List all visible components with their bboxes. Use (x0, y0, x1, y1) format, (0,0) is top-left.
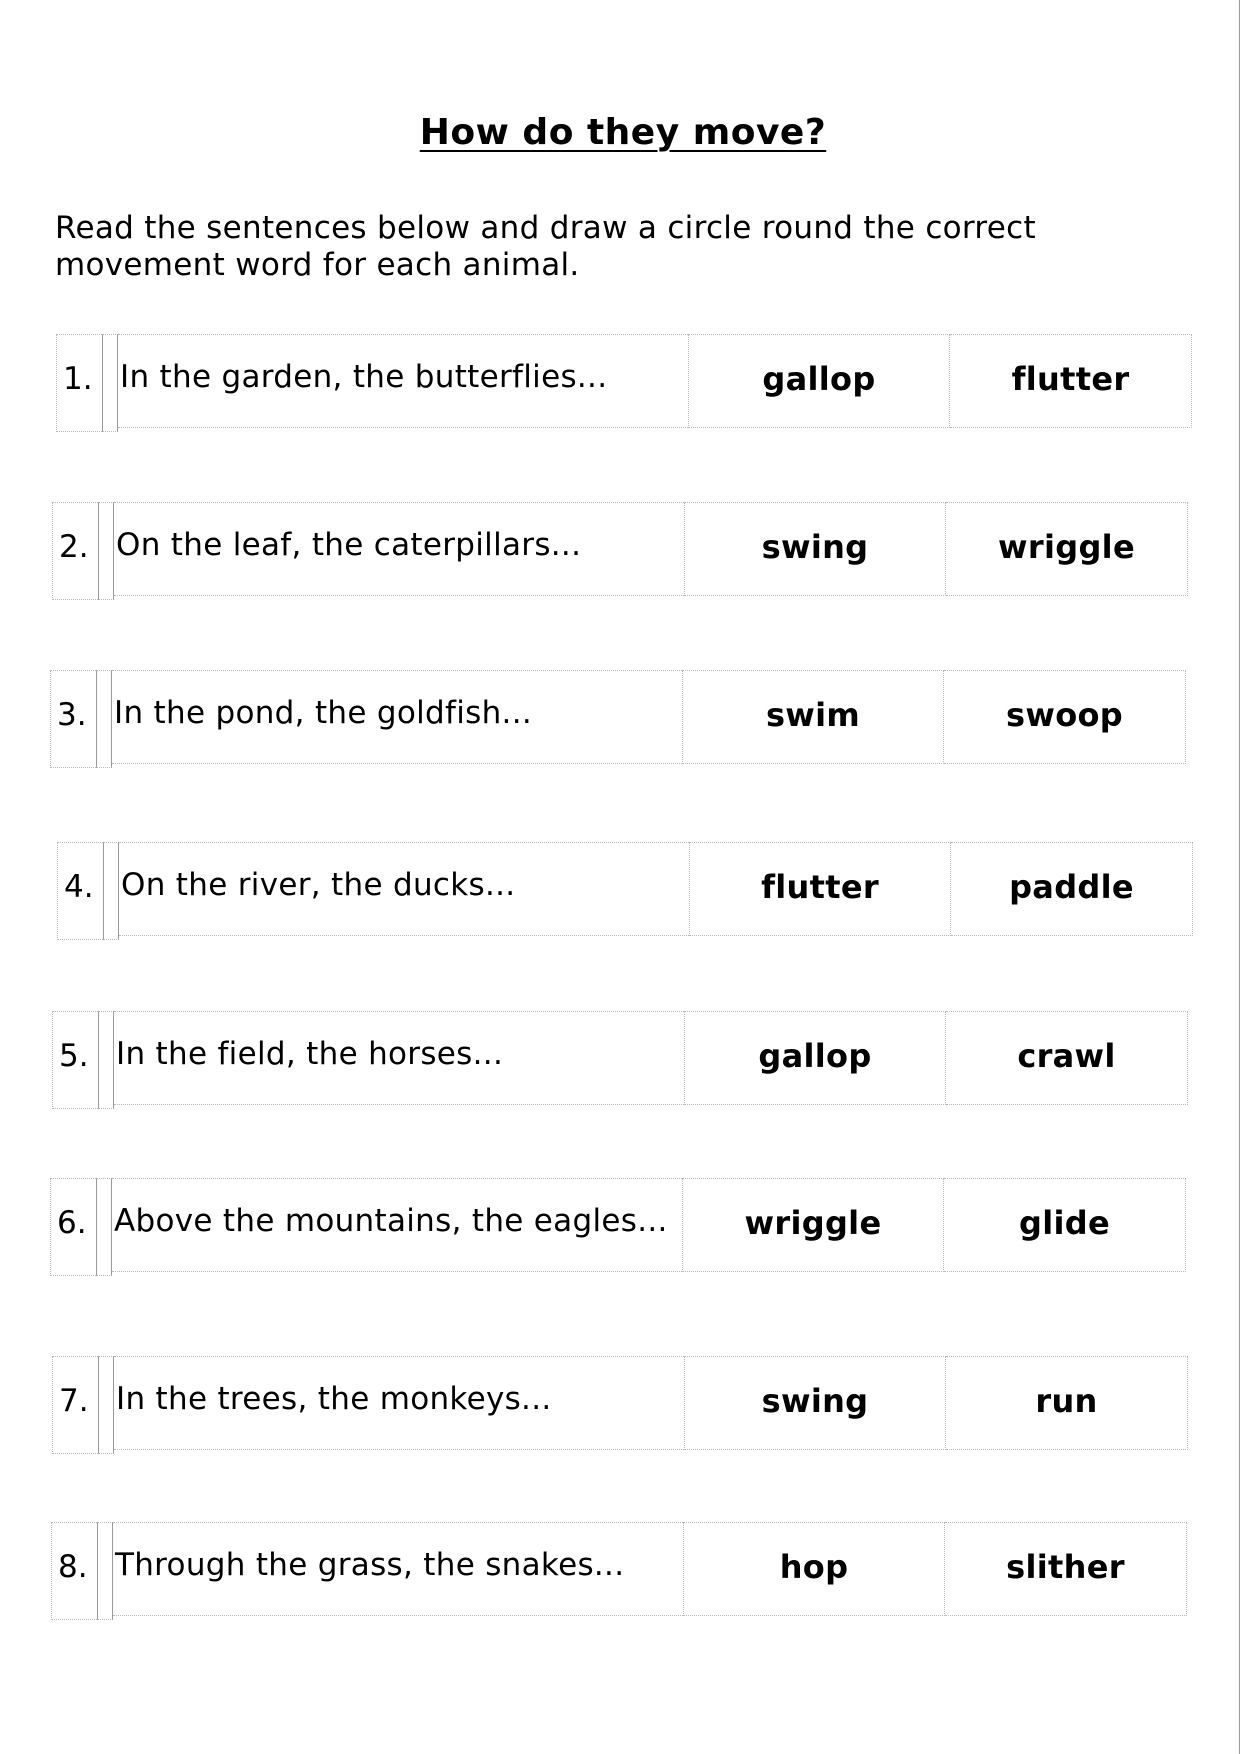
sentence-text: Through the grass, the snakes... (115, 1547, 625, 1583)
sentence-text: In the pond, the goldfish... (114, 695, 532, 731)
word-option-1-label: swing (761, 1382, 869, 1420)
cell-divider (97, 1522, 113, 1620)
word-option-2-label: crawl (1017, 1037, 1116, 1075)
question-number: 4. (64, 869, 94, 905)
word-option-2-label: run (1035, 1382, 1098, 1420)
worksheet-title: How do they move? (419, 112, 827, 153)
word-option-2[interactable] (946, 1011, 1188, 1105)
cell-divider (102, 334, 118, 432)
sentence-cell (112, 670, 682, 764)
word-option-1[interactable] (682, 1178, 944, 1272)
sentence-cell (119, 842, 689, 936)
word-option-2-label: glide (1019, 1204, 1110, 1242)
word-option-1[interactable] (682, 670, 944, 764)
word-option-2[interactable] (945, 1522, 1187, 1616)
sentence-text: Above the mountains, the eagles... (114, 1203, 668, 1239)
sentence-text: In the trees, the monkeys... (116, 1381, 552, 1417)
sentence-text: In the field, the horses... (116, 1036, 504, 1072)
question-number: 7. (59, 1383, 89, 1419)
word-option-1[interactable] (684, 502, 946, 596)
question-number: 1. (63, 361, 93, 397)
sentence-cell (114, 1356, 684, 1450)
sentence-cell (114, 502, 684, 596)
question-number: 6. (57, 1205, 87, 1241)
word-option-1[interactable] (688, 334, 950, 428)
sentence-cell (112, 1178, 682, 1272)
sentence-text: On the leaf, the caterpillars... (116, 527, 582, 563)
cell-divider (98, 1356, 114, 1454)
sentence-text: In the garden, the butterflies... (120, 359, 608, 395)
word-option-1-label: hop (779, 1548, 849, 1586)
word-option-1[interactable] (684, 1011, 946, 1105)
word-option-1-label: flutter (761, 868, 879, 906)
cell-divider (96, 1178, 112, 1276)
word-option-2[interactable] (944, 670, 1186, 764)
cell-divider (98, 1011, 114, 1109)
word-option-2-label: wriggle (998, 528, 1135, 566)
instructions (55, 210, 1055, 284)
sentence-cell (118, 334, 688, 428)
word-option-2[interactable] (950, 334, 1192, 428)
word-option-1-label: gallop (762, 360, 876, 398)
word-option-2[interactable] (946, 502, 1188, 596)
sentence-cell (114, 1011, 684, 1105)
cell-divider (96, 670, 112, 768)
question-number: 8. (58, 1549, 88, 1585)
question-number: 5. (59, 1038, 89, 1074)
word-option-2[interactable] (944, 1178, 1186, 1272)
cell-divider (103, 842, 119, 940)
word-option-2-label: slither (1006, 1548, 1125, 1586)
cell-divider (98, 502, 114, 600)
word-option-2-label: paddle (1009, 868, 1134, 906)
question-number: 3. (57, 697, 87, 733)
word-option-1-label: wriggle (744, 1204, 882, 1242)
word-option-2-label: swoop (1006, 696, 1123, 734)
word-option-1[interactable] (684, 1356, 946, 1450)
word-option-2[interactable] (946, 1356, 1188, 1450)
word-option-1[interactable] (683, 1522, 945, 1616)
instructions-line-2: movement word for each animal. (55, 247, 580, 283)
word-option-1-label: swing (761, 528, 869, 566)
word-option-2[interactable] (951, 842, 1193, 936)
sentence-text: On the river, the ducks... (121, 867, 516, 903)
instructions-line-1: Read the sentences below and draw a circle round the correct (55, 210, 1036, 246)
word-option-1-label: swim (765, 696, 861, 734)
question-number: 2. (59, 529, 89, 565)
word-option-2-label: flutter (1011, 360, 1130, 398)
sentence-cell (113, 1522, 683, 1616)
word-option-1[interactable] (689, 842, 951, 936)
word-option-1-label: gallop (758, 1037, 872, 1075)
